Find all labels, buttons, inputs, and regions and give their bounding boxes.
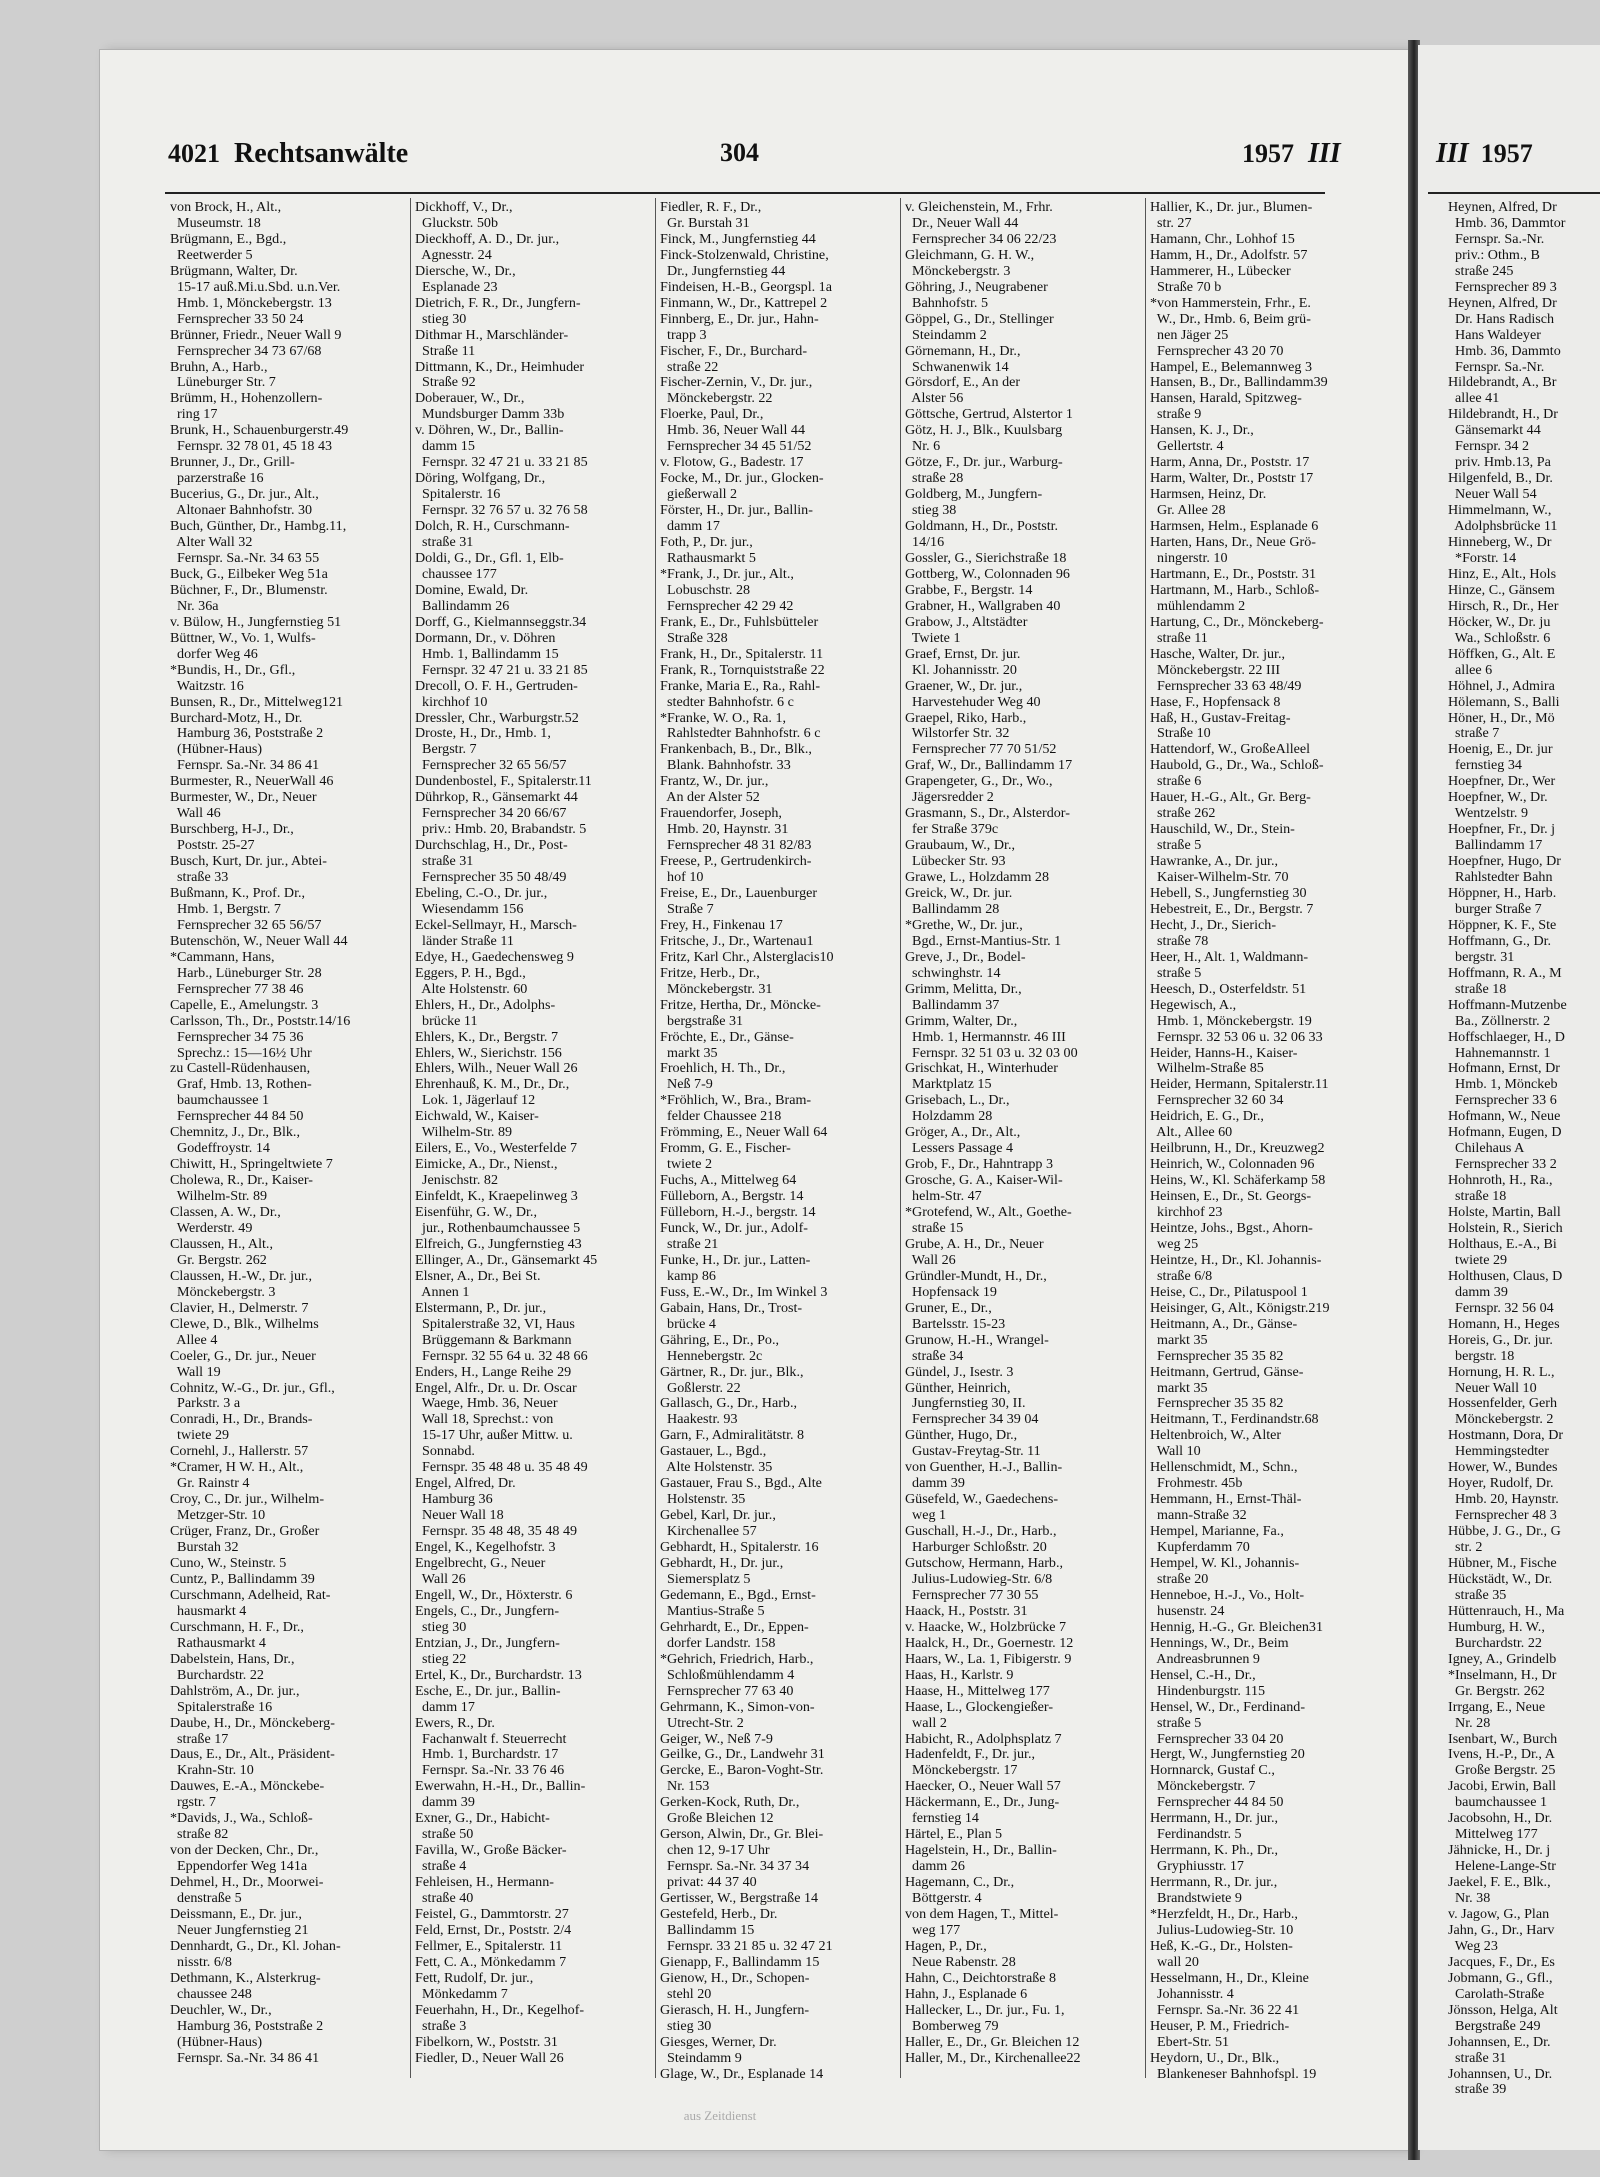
column-2: Dickhoff, V., Dr., Gluckstr. 50b Dieckhoff, A. D., Dr. jur., Agnesstr. 24 Diersche, W., Dr., Esplanade 23 Dietrich, F. R., Dr., Jungfern- stieg 30 Dithmar H., Marschländer- Straße 11 Dittmann, K., Dr., Heimhuder Straße 92 Doberauer, W., Dr., Mundsburger Damm 33b v. Döhren, W., Dr., Ballin- damm 15 Fernspr. 32 47 21 u. 33 21 85 Döring, Wolfgang, Dr., Spitalerstr. 16 Fernspr. 32 76 57 u. 32 76 58 Dolch, R. H., Curschmann- straße 31 Doldi, G., Dr., Gfl. 1, Elb- chaussee 177 Domine, Ewald, Dr. Ballindamm 26 Dorff, G., Kielmannseggstr.34 Dormann, Dr., v. Döhren Hmb. 1, Ballindamm 15 Fernspr. 32 47 21 u. 33 21 85 Drecoll, O. F. H., Gertruden- kirchhof 10 Dressler, Chr., Warburgstr.52 Droste, H., Dr., Hmb. 1, Bergstr. 7 Fernsprecher 32 65 56/57 Dundenbostel, F., Spitalerstr.11 Dührkop, R., Gänsemarkt 44 Fernsprecher 34 20 66/67 priv.: Hmb. 20, Brabandstr. 5 Durchschlag, H., Dr., Post- straße 31 Fernsprecher 35 50 48/49 Ebeling, C.-O., Dr. jur., Wiesendamm 156 Eckel-Sellmayr, H., Marsch- länder Straße 11 Edye, H., Gaedechensweg 9 Eggers, P. H., Bgd., Alte Holstenstr. 60 Ehlers, H., Dr., Adolphs- brücke 11 Ehlers, K., Dr., Bergstr. 7 Ehlers, W., Sierichstr. 156 Ehlers, Wilh., Neuer Wall 26 Ehrenhauß, K. M., Dr., Dr., Lok. 1, Jägerlauf 12 Eichwald, W., Kaiser- Wilhelm-Str. 89 Eilers, E., Vo., Westerfelde 7 Eimicke, A., Dr., Nienst., Jenischstr. 82 Einfeldt, K., Kraepelinweg 3 Eisenführ, G. W., Dr., jur., Rothenbaumchaussee 5 Elfreich, G., Jungfernstieg 43 Ellinger, A., Dr., Gänsemarkt 45 Elsner, A., Dr., Bei St. Annen 1 Elstermann, P., Dr. jur., Spitalerstraße 32, VI, Haus Brüggemann & Barkmann Fernspr. 32 55 64 u. 32 48 66 Enders, H., Lange Reihe 29 Engel, Alfr., Dr. u. Dr. Oscar Waege, Hmb. 36, Neuer Wall 18, Sprechst.: von 15-17 Uhr, außer Mittw. u. Sonnabd. Fernspr. 35 48 48 u. 35 48 49 Engel, Alfred, Dr. Hamburg 36 Neuer Wall 18 Fernspr. 35 48 48, 35 48 49 Engel, K., Kegelhofstr. 3 Engelbrecht, G., Neuer Wall 26 Engell, W., Dr., Höxterstr. 6 Engels, C., Dr., Jungfern- stieg 30 Entzian, J., Dr., Jungfern- stieg 22 Ertel, K., Dr., Burchardstr. 13 Esche, E., Dr. jur., Ballin- damm 17 Ewers, R., Dr. Fachanwalt f. Steuerrecht Hmb. 1, Burchardstr. 17 Fernspr. Sa.-Nr. 33 76 46 Ewerwahn, H.-H., Dr., Ballin- damm 39 Exner, G., Dr., Habicht- straße 50 Favilla, W., Große Bäcker- straße 4 Fehleisen, H., Hermann- straße 40 Feistel, G., Dammtorstr. 27 Feld, Ernst, Dr., Poststr. 2/4 Fellmer, E., Spitalerstr. 11 Fett, C. A., Mönkedamm 7 Fett, Rudolf, Dr. jur., Mönkedamm 7 Feuerhahn, H., Dr., Kegelhof- straße 3 Fibelkorn, W., Poststr. 31 Fiedler, D., Neuer Wall 26 [415, 200, 598, 2066]
header-left [168, 138, 408, 184]
next-volume-label: III [1436, 138, 1469, 169]
section-title: Rechtsanwälte [234, 138, 409, 169]
page-footer: aus Zeitdienst [683, 2108, 757, 2123]
column-4: v. Gleichenstein, M., Frhr. Dr., Neuer Wall 44 Fernsprecher 34 06 22/23 Gleichmann, G. H. W., Mönckebergstr. 3 Göhring, J., Neugrabener Bahnhofstr. 5 Göppel, G., Dr., Stellinger Steindamm 2 Görnemann, H., Dr., Schwanenwik 14 Görsdorf, E., An der Alster 56 Göttsche, Gertrud, Alstertor 1 Götz, H. J., Blk., Kuulsbarg Nr. 6 Götze, F., Dr. jur., Warburg- straße 28 Goldberg, M., Jungfern- stieg 38 Goldmann, H., Dr., Poststr. 14/16 Gossler, G., Sierichstraße 18 Gottberg, W., Colonnaden 96 Grabbe, F., Bergstr. 14 Grabner, H., Wallgraben 40 Grabow, J., Altstädter Twiete 1 Graef, Ernst, Dr. jur. Kl. Johannisstr. 20 Graener, W., Dr. jur., Harvestehuder Weg 40 Graepel, Riko, Harb., Wilstorfer Str. 32 Fernsprecher 77 70 51/52 Graf, W., Dr., Ballindamm 17 Grapengeter, G., Dr., Wo., Jägersredder 2 Grasmann, S., Dr., Alsterdor- fer Straße 379c Graubaum, W., Dr., Lübecker Str. 93 Grawe, L., Holzdamm 28 Greick, W., Dr. jur. Ballindamm 28 *Grethe, W., Dr. jur., Bgd., Ernst-Mantius-Str. 1 Greve, J., Dr., Bodel- schwinghstr. 14 Grimm, Melitta, Dr., Ballindamm 37 Grimm, Walter, Dr., Hmb. 1, Hermannstr. 46 III Fernspr. 32 51 03 u. 32 03 00 Grischkat, H., Winterhuder Marktplatz 15 Grisebach, L., Dr., Holzdamm 28 Gröger, A., Dr., Alt., Lessers Passage 4 Grob, F., Dr., Hahntrapp 3 Grosche, G. A., Kaiser-Wil- helm-Str. 47 *Grotefend, W., Alt., Goethe- straße 15 Grube, A. H., Dr., Neuer Wall 26 Gründler-Mundt, H., Dr., Hopfensack 19 Gruner, E., Dr., Bartelsstr. 15-23 Grunow, H.-H., Wrangel- straße 34 Gündel, J., Isestr. 3 Günther, Heinrich, Jungfernstieg 30, II. Fernsprecher 34 39 04 Günther, Hugo, Dr., Gustav-Freytag-Str. 11 von Guenther, H.-J., Ballin- damm 39 Güsefeld, W., Gaedechens- weg 1 Guschall, H.-J., Dr., Harb., Harburger Schloßstr. 20 Gutschow, Hermann, Harb., Julius-Ludowieg-Str. 6/8 Fernsprecher 77 30 55 Haack, H., Poststr. 31 v. Haacke, W., Holzbrücke 7 Haalck, H., Dr., Goernestr. 12 Haars, W., La. 1, Fibigerstr. 9 Haas, H., Karlstr. 9 Haase, H., Mittelweg 177 Haase, L., Glockengießer- wall 2 Habicht, R., Adolphsplatz 7 Hadenfeldt, F., Dr. jur., Mönckebergstr. 17 Haecker, O., Neuer Wall 57 Häckermann, E., Dr., Jung- fernstieg 14 Härtel, E., Plan 5 Hagelstein, H., Dr., Ballin- damm 26 Hagemann, C., Dr., Böttgerstr. 4 von dem Hagen, T., Mittel- weg 177 Hagen, P., Dr., Neue Rabenstr. 28 Hahn, C., Deichtorstraße 8 Hahn, J., Esplanade 6 Hallecker, L., Dr. jur., Fu. 1, Bomberweg 79 Haller, E., Dr., Gr. Bleichen 12 Haller, M., Dr., Kirchenallee22 [905, 200, 1081, 2066]
column-divider [900, 198, 901, 2078]
column-divider [410, 198, 411, 2078]
page-number: 304 [720, 138, 759, 167]
column-divider [655, 198, 656, 2078]
header-next-page [1436, 138, 1533, 184]
header-right [1242, 138, 1341, 184]
column-5: Hallier, K., Dr. jur., Blumen- str. 27 Hamann, Chr., Lohhof 15 Hamm, H., Dr., Adolfstr. 57 Hammerer, H., Lübecker Straße 70 b *von Hammerstein, Frhr., E. W., Dr., Hmb. 6, Beim grü- nen Jäger 25 Fernsprecher 43 20 70 Hampel, E., Belemannweg 3 Hansen, B., Dr., Ballindamm39 Hansen, Harald, Spitzweg- straße 9 Hansen, K. J., Dr., Gellertstr. 4 Harm, Anna, Dr., Poststr. 17 Harm, Walter, Dr., Poststr 17 Harmsen, Heinz, Dr. Gr. Allee 28 Harmsen, Helm., Esplanade 6 Harten, Hans, Dr., Neue Grö- ningerstr. 10 Hartmann, E., Dr., Poststr. 31 Hartmann, M., Harb., Schloß- mühlendamm 2 Hartung, C., Dr., Mönckeberg- straße 11 Hasche, Walter, Dr. jur., Mönckebergstr. 22 III Fernsprecher 33 63 48/49 Hase, F., Hopfensack 8 Haß, H., Gustav-Freitag- Straße 10 Hattendorf, W., GroßeAlleel Haubold, G., Dr., Wa., Schloß- straße 6 Hauer, H.-G., Alt., Gr. Berg- straße 262 Hauschild, W., Dr., Stein- straße 5 Hawranke, A., Dr. jur., Kaiser-Wilhelm-Str. 70 Hebell, S., Jungfernstieg 30 Hebestreit, E., Dr., Bergstr. 7 Hecht, J., Dr., Sierich- straße 78 Heer, H., Alt. 1, Waldmann- straße 5 Heesch, D., Osterfeldstr. 51 Hegewisch, A., Hmb. 1, Mönckebergstr. 19 Fernspr. 32 53 06 u. 32 06 33 Heider, Hanns-H., Kaiser- Wilhelm-Straße 85 Heider, Hermann, Spitalerstr.11 Fernsprecher 32 60 34 Heidrich, E. G., Dr., Alt., Allee 60 Heilbrunn, H., Dr., Kreuzweg2 Heinrich, W., Colonnaden 96 Heins, W., Kl. Schäferkamp 58 Heinsen, E., Dr., St. Georgs- kirchhof 23 Heintze, Johs., Bgst., Ahorn- weg 25 Heintze, H., Dr., Kl. Johannis- straße 6/8 Heise, C., Dr., Pilatuspool 1 Heisinger, G, Alt., Königstr.219 Heitmann, A., Dr., Gänse- markt 35 Fernsprecher 35 35 82 Heitmann, Gertrud, Gänse- markt 35 Fernsprecher 35 35 82 Heitmann, T., Ferdinandstr.68 Heltenbroich, W., Alter Wall 10 Hellenschmidt, M., Schn., Frohmestr. 45b Hemmann, H., Ernst-Thäl- mann-Straße 32 Hempel, Marianne, Fa., Kupferdamm 70 Hempel, W. Kl., Johannis- straße 20 Henneboe, H.-J., Vo., Holt- husenstr. 24 Hennig, H.-G., Gr. Bleichen31 Hennings, W., Dr., Beim Andreasbrunnen 9 Hensel, C.-H., Dr., Hindenburgstr. 115 Hensel, W., Dr., Ferdinand- straße 5 Fernsprecher 33 04 20 Hergt, W., Jungfernstieg 20 Hornnarck, Gustaf C., Mönckebergstr. 7 Fernsprecher 44 84 50 Herrmann, H., Dr. jur., Ferdinandstr. 5 Herrmann, K. Ph., Dr., Gryphiusstr. 17 Herrmann, R., Dr. jur., Brandstwiete 9 *Herzfeldt, H., Dr., Harb., Julius-Ludowieg-Str. 10 Heß, K.-G., Dr., Holsten- wall 20 Hesselmann, H., Dr., Kleine Johannisstr. 4 Fernspr. Sa.-Nr. 36 22 41 Heuser, P. M., Friedrich- Ebert-Str. 51 Heydorn, U., Dr., Blk., Blankeneser Bahnhofspl. 19 [1150, 200, 1330, 2082]
section-number: 4021 [168, 139, 220, 168]
next-page-column: Heynen, Alfred, Dr Hmb. 36, Dammtor Fernspr. Sa.-Nr. priv.: Othm., B straße 245 Fernsprecher 89 3 Heynen, Alfred, Dr Dr. Hans Radisch Hans Waldeyer Hmb. 36, Dammto Fernspr. Sa.-Nr. Hildebrandt, A., Br allee 41 Hildebrandt, H., Dr Gänsemarkt 44 Fernspr. 34 2 priv. Hmb.13, Pa Hilgenfeld, B., Dr. Neuer Wall 54 Himmelmann, W., Adolphsbrücke 11 Hinneberg, W., Dr *Forstr. 14 Hinz, E., Alt., Hols Hinze, C., Gänsem Hirsch, R., Dr., Her Höcker, W., Dr. ju Wa., Schloßstr. 6 Höffken, G., Alt. E allee 6 Höhnel, J., Admira Hölemann, S., Balli Höner, H., Dr., Mö straße 7 Hoenig, E., Dr. jur fernstieg 34 Hoepfner, Dr., Wer Hoepfner, W., Dr. Wentzelstr. 9 Hoepfner, Fr., Dr. j Ballindamm 17 Hoepfner, Hugo, Dr Rahlstedter Bahn Höppner, H., Harb. burger Straße 7 Höppner, K. F., Ste Hoffmann, G., Dr. bergstr. 31 Hoffmann, R. A., M straße 18 Hoffmann-Mutzenbe Ba., Zöllnerstr. 2 Hoffschlaeger, H., D Hahnemannstr. 1 Hofmann, Ernst, Dr Hmb. 1, Mönckeb Fernsprecher 33 6 Hofmann, W., Neue Hofmann, Eugen, D Chilehaus A Fernsprecher 33 2 Hohnroth, H., Ra., straße 18 Holste, Martin, Ball Holstein, R., Sierich Holthaus, E.-A., Bi twiete 29 Holthusen, Claus, D damm 39 Fernspr. 32 56 04 Homann, H., Heges Horeis, G., Dr. jur. bergstr. 18 Hornung, H. R. L., Neuer Wall 10 Hossenfelder, Gerh Mönckebergstr. 2 Hostmann, Dora, Dr Hemmingstedter Hower, W., Bundes Hoyer, Rudolf, Dr. Hmb. 20, Haynstr. Fernsprecher 48 3 Hübbe, J. G., Dr., G str. 2 Hübner, M., Fische Hückstädt, W., Dr. straße 35 Hüttenrauch, H., Ma Humburg, H. W., Burchardstr. 22 Igney, A., Grindelb *Inselmann, H., Dr Gr. Bergstr. 262 Irrgang, E., Neue Nr. 28 Isenbart, W., Burch Ivens, H.-P., Dr., A Große Bergstr. 25 Jacobi, Erwin, Ball baumchaussee 1 Jacobsohn, H., Dr. Mittelweg 177 Jähnicke, H., Dr. j Helene-Lange-Str Jaekel, F. E., Blk., Nr. 38 v. Jagow, G., Plan Jahn, G., Dr., Harv Weg 23 Jacques, F., Dr., Es Jobmann, G., Gfl., Carolath-Straße Jönsson, Helga, Alt Bergstraße 249 Johannsen, E., Dr. straße 31 Johannsen, U., Dr. straße 39 [1448, 200, 1567, 2098]
column-1: von Brock, H., Alt., Museumstr. 18 Brügmann, E., Bgd., Reetwerder 5 Brügmann, Walter, Dr. 15-17 auß.Mi.u.Sbd. u.n.Ver. Hmb. 1, Mönckebergstr. 13 Fernsprecher 33 50 24 Brünner, Friedr., Neuer Wall 9 Fernsprecher 34 73 67/68 Bruhn, A., Harb., Lüneburger Str. 7 Brümm, H., Hohenzollern- ring 17 Brunk, H., Schauenburgerstr.49 Fernspr. 32 78 01, 45 18 43 Brunner, J., Dr., Grill- parzerstraße 16 Bucerius, G., Dr. jur., Alt., Altonaer Bahnhofstr. 30 Buch, Günther, Dr., Hambg.11, Alter Wall 32 Fernspr. Sa.-Nr. 34 63 55 Buck, G., Eilbeker Weg 51a Büchner, F., Dr., Blumenstr. Nr. 36a v. Bülow, H., Jungfernstieg 51 Büttner, W., Vo. 1, Wulfs- dorfer Weg 46 *Bundis, H., Dr., Gfl., Waitzstr. 16 Bunsen, R., Dr., Mittelweg121 Burchard-Motz, H., Dr. Hamburg 36, Poststraße 2 (Hübner-Haus) Fernspr. Sa.-Nr. 34 86 41 Burmester, R., NeuerWall 46 Burmester, W., Dr., Neuer Wall 46 Burschberg, H-J., Dr., Poststr. 25-27 Busch, Kurt, Dr. jur., Abtei- straße 33 Bußmann, K., Prof. Dr., Hmb. 1, Bergstr. 7 Fernsprecher 32 65 56/57 Butenschön, W., Neuer Wall 44 *Cammann, Hans, Harb., Lüneburger Str. 28 Fernsprecher 77 38 46 Capelle, E., Amelungstr. 3 Carlsson, Th., Dr., Poststr.14/16 Fernsprecher 34 75 36 Sprechz.: 15—16½ Uhr zu Castell-Rüdenhausen, Graf, Hmb. 13, Rothen- baumchaussee 1 Fernsprecher 44 84 50 Chemnitz, J., Dr., Blk., Godeffroystr. 14 Chiwitt, H., Springeltwiete 7 Cholewa, R., Dr., Kaiser- Wilhelm-Str. 89 Classen, A. W., Dr., Werderstr. 49 Claussen, H., Alt., Gr. Bergstr. 262 Claussen, H.-W., Dr. jur., Mönckebergstr. 3 Clavier, H., Delmerstr. 7 Clewe, D., Blk., Wilhelms Allee 4 Coeler, G., Dr. jur., Neuer Wall 19 Cohnitz, W.-G., Dr. jur., Gfl., Parkstr. 3 a Conradi, H., Dr., Brands- twiete 29 Cornehl, J., Hallerstr. 57 *Cramer, H W. H., Alt., Gr. Rainstr 4 Croy, C., Dr. jur., Wilhelm- Metzger-Str. 10 Crüger, Franz, Dr., Großer Burstah 32 Cuno, W., Steinstr. 5 Cuntz, P., Ballindamm 39 Curschmann, Adelheid, Rat- hausmarkt 4 Curschmann, H. F., Dr., Rathausmarkt 4 Dabelstein, Hans, Dr., Burchardstr. 22 Dahlström, A., Dr. jur., Spitalerstraße 16 Daube, H., Dr., Mönckeberg- straße 17 Daus, E., Dr., Alt., Präsident- Krahn-Str. 10 Dauwes, E.-A., Mönckebe- rgstr. 7 *Davids, J., Wa., Schloß- straße 82 von der Decken, Chr., Dr., Eppendorfer Weg 141a Dehmel, H., Dr., Moorwei- denstraße 5 Deissmann, E., Dr. jur., Neuer Jungfernstieg 21 Dennhardt, G., Dr., Kl. Johan- nisstr. 6/8 Dethmann, K., Alsterkrug- chaussee 248 Deuchler, W., Dr., Hamburg 36, Poststraße 2 (Hübner-Haus) Fernspr. Sa.-Nr. 34 86 41 [170, 200, 351, 2066]
header-rule-next [1428, 192, 1600, 194]
header-center [720, 138, 759, 184]
next-edition-year: 1957 [1480, 139, 1533, 168]
column-3: Fiedler, R. F., Dr., Gr. Burstah 31 Finck, M., Jungfernstieg 44 Finck-Stolzenwald, Christine, Dr., Jungfernstieg 44 Findeisen, H.-B., Georgspl. 1a Finmann, W., Dr., Kattrepel 2 Finnberg, E., Dr. jur., Hahn- trapp 3 Fischer, F., Dr., Burchard- straße 22 Fischer-Zernin, V., Dr. jur., Mönckebergstr. 22 Floerke, Paul, Dr., Hmb. 36, Neuer Wall 44 Fernsprecher 34 45 51/52 v. Flotow, G., Badestr. 17 Focke, M., Dr. jur., Glocken- gießerwall 2 Förster, H., Dr. jur., Ballin- damm 17 Foth, P., Dr. jur., Rathausmarkt 5 *Frank, J., Dr. jur., Alt., Lobuschstr. 28 Fernsprecher 42 29 42 Frank, E., Dr., Fuhlsbütteler Straße 328 Frank, H., Dr., Spitalerstr. 11 Frank, R., Tornquiststraße 22 Franke, Maria E., Ra., Rahl- stedter Bahnhofstr. 6 c *Franke, W. O., Ra. 1, Rahlstedter Bahnhofstr. 6 c Frankenbach, B., Dr., Blk., Blank. Bahnhofstr. 33 Frantz, W., Dr. jur., An der Alster 52 Frauendorfer, Joseph, Hmb. 20, Haynstr. 31 Fernsprecher 48 31 82/83 Freese, P., Gertrudenkirch- hof 10 Freise, E., Dr., Lauenburger Straße 7 Frey, H., Finkenau 17 Fritsche, J., Dr., Wartenau1 Fritz, Karl Chr., Alsterglacis10 Fritze, Herb., Dr., Mönckebergstr. 31 Fritze, Hertha, Dr., Möncke- bergstraße 31 Fröchte, E., Dr., Gänse- markt 35 Froehlich, H. Th., Dr., Neß 7-9 *Fröhlich, W., Bra., Bram- felder Chaussee 218 Frömming, E., Neuer Wall 64 Fromm, G. E., Fischer- twiete 2 Fuchs, A., Mittelweg 64 Fülleborn, A., Bergstr. 14 Fülleborn, H.-J., bergstr. 14 Funck, W., Dr. jur., Adolf- straße 21 Funke, H., Dr. jur., Latten- kamp 86 Fuss, E.-W., Dr., Im Winkel 3 Gabain, Hans, Dr., Trost- brücke 4 Gähring, E., Dr., Po., Hennebergstr. 2c Gärtner, R., Dr. jur., Blk., Goßlerstr. 22 Gallasch, G., Dr., Harb., Haakestr. 93 Garn, F., Admiralitätstr. 8 Gastauer, L., Bgd., Alte Holstenstr. 35 Gastauer, Frau S., Bgd., Alte Holstenstr. 35 Gebel, Karl, Dr. jur., Kirchenallee 57 Gebhardt, H., Spitalerstr. 16 Gebhardt, H., Dr. jur., Siemersplatz 5 Gedemann, E., Bgd., Ernst- Mantius-Straße 5 Gehrhardt, E., Dr., Eppen- dorfer Landstr. 158 *Gehrich, Friedrich, Harb., Schloßmühlendamm 4 Fernsprecher 77 63 40 Gehrmann, K., Simon-von- Utrecht-Str. 2 Geiger, W., Neß 7-9 Geilke, G., Dr., Landwehr 31 Gercke, E., Baron-Voght-Str. Nr. 153 Gerken-Kock, Ruth, Dr., Große Bleichen 12 Gerson, Alwin, Dr., Gr. Blei- chen 12, 9-17 Uhr Fernspr. Sa.-Nr. 34 37 34 privat: 44 37 40 Gertisser, W., Bergstraße 14 Gestefeld, Herb., Dr. Ballindamm 15 Fernspr. 33 21 85 u. 32 47 21 Gienapp, F., Ballindamm 15 Gienow, H., Dr., Schopen- stehl 20 Gierasch, H. H., Jungfern- stieg 30 Giesges, Werner, Dr. Steindamm 9 Glage, W., Dr., Esplanade 14 [660, 200, 834, 2082]
header-rule [165, 192, 1325, 194]
edition-year: 1957 [1242, 139, 1294, 168]
column-divider [1145, 198, 1146, 2078]
volume-label: III [1308, 138, 1341, 169]
